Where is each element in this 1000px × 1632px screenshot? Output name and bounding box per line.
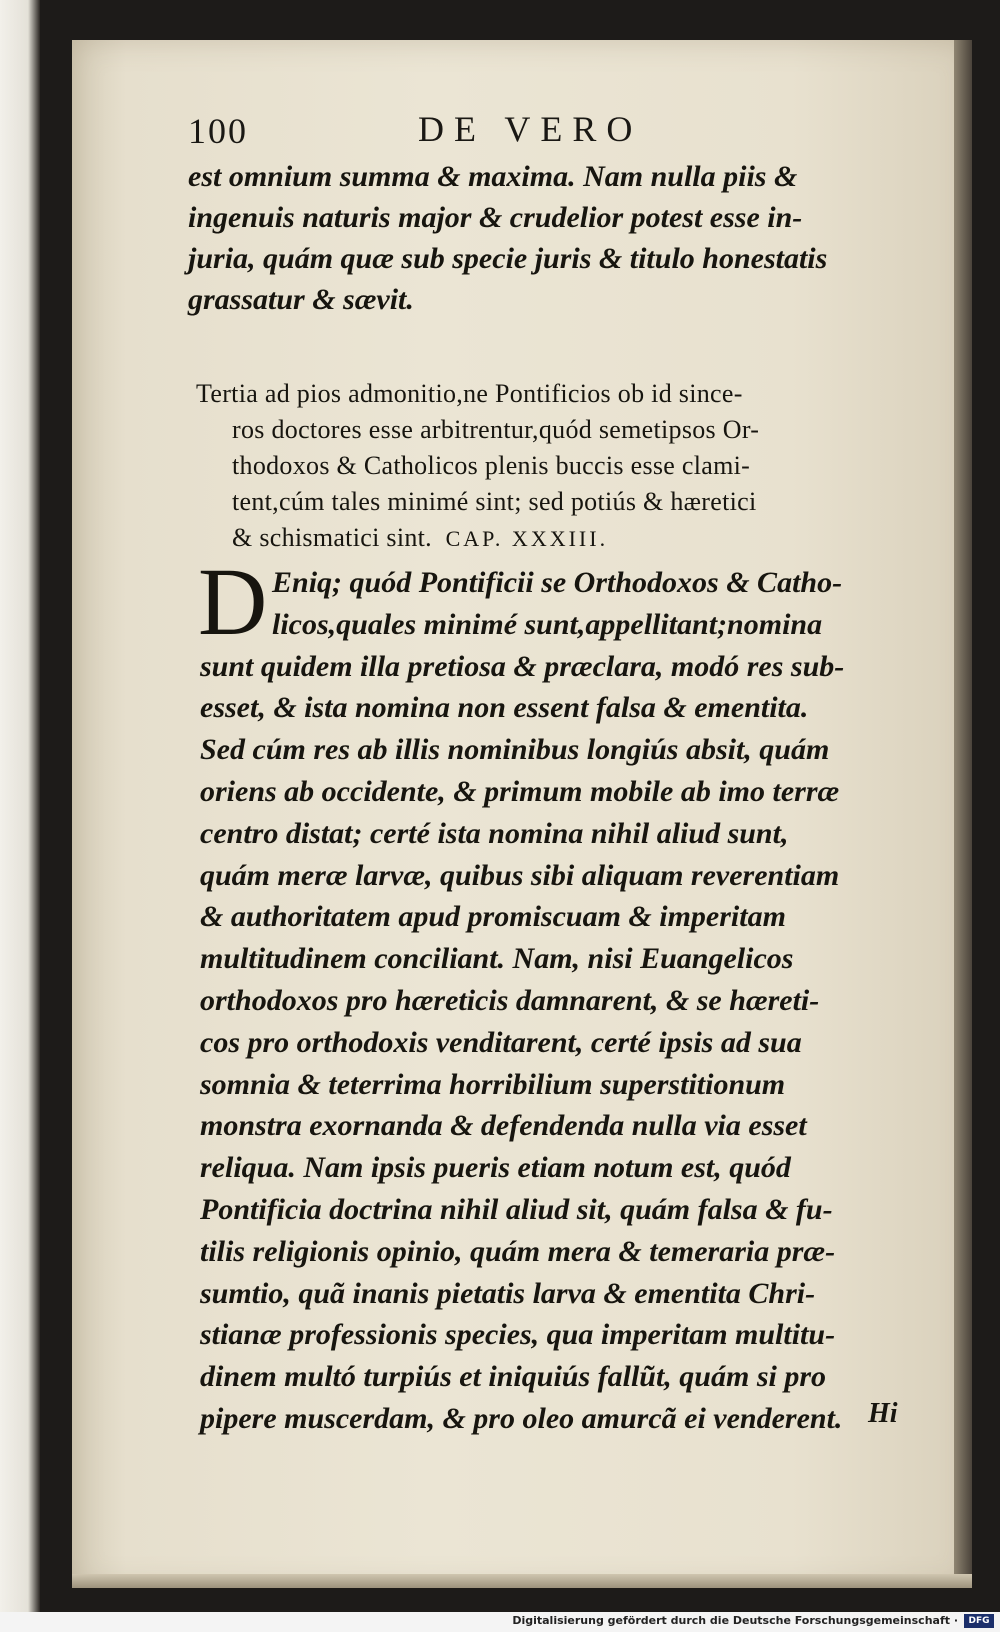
- text-line: reliqua. Nam ipsis pueris etiam notum est, quód: [200, 1151, 791, 1185]
- text-line: & authoritatem apud promiscuam & imperitam: [200, 900, 786, 934]
- text-line: monstra exornanda & defendenda nulla via esset: [200, 1109, 807, 1143]
- text-line: quám meræ larvæ, quibus sibi aliquam reverentiam: [200, 858, 840, 892]
- heading-line: & schismatici sint.: [232, 523, 432, 552]
- text-line: sunt quidem illa pretiosa & præclara, modó res sub-: [200, 649, 845, 683]
- text-line: Pontificia doctrina nihil aliud sit, quám falsa & fu-: [200, 1192, 833, 1226]
- heading-line: ros doctores esse arbitrentur,quód semetipsos Or-: [232, 415, 760, 444]
- drop-cap-initial: D: [198, 548, 268, 655]
- heading-line: thodoxos & Catholicos plenis buccis esse clami-: [232, 451, 751, 480]
- text-line: Eniq; quód Pontificii se Orthodoxos & Catho-: [272, 566, 843, 599]
- heading-line: tent,cúm tales minimé sint; sed potiús & hæretici: [232, 487, 757, 516]
- text-line: tilis religionis opinio, quám mera & temeraria præ-: [200, 1234, 836, 1268]
- page-number: 100: [188, 111, 248, 151]
- chapter-paragraph: [198, 548, 860, 1440]
- dfg-logo: DFG: [964, 1614, 994, 1628]
- text-line: grassatur & sævit.: [188, 283, 414, 316]
- text-line: dinem multó turpiús et iniquiús fallũt, quám si pro: [200, 1360, 827, 1394]
- text-line: stianæ professionis species, qua imperitam multitu-: [200, 1318, 836, 1352]
- paragraph-continuation: [188, 156, 848, 320]
- catchword: Hi: [868, 1398, 898, 1429]
- text-line: ingenuis naturis major & crudelior potest esse in-: [188, 201, 803, 234]
- running-title: DE VERO: [418, 109, 643, 149]
- heading-line: Tertia ad pios admonitio,ne Pontificios ob id since-: [196, 379, 743, 408]
- text-line: multitudinem conciliant. Nam, nisi Euangelicos: [200, 942, 794, 976]
- chapter-number: CAP. XXXIII.: [445, 526, 609, 551]
- text-line: juria, quám quæ sub specie juris & titulo honestatis: [188, 242, 828, 275]
- text-line: pipere muscerdam, & pro oleo amurcã ei venderent.: [200, 1401, 843, 1435]
- text-line: cos pro orthodoxis venditarent, certé ipsis ad sua: [200, 1025, 802, 1059]
- chapter-heading: [196, 376, 856, 557]
- text-line: sumtio, quã inanis pietatis larva & ementita Chri-: [200, 1276, 816, 1310]
- text-line: somnia & teterrima horribilium superstitionum: [200, 1067, 786, 1101]
- running-head: [188, 104, 828, 154]
- text-line: Sed cúm res ab illis nominibus longiús absit, quám: [200, 733, 830, 767]
- text-line: esset, & ista nomina non essent falsa & ementita.: [200, 691, 809, 725]
- funding-credit: Digitalisierung gefördert durch die Deutsche Forschungsgemeinschaft ·: [512, 1614, 958, 1627]
- text-line: centro distat; certé ista nomina nihil aliud sunt,: [200, 816, 789, 850]
- page-fore-edge: [954, 40, 972, 1588]
- text-line: orthodoxos pro hæreticis damnarent, & se hæreti-: [200, 983, 820, 1017]
- text-line: est omnium summa & maxima. Nam nulla piis &: [188, 160, 798, 193]
- page-bottom-edge: [72, 1574, 972, 1588]
- heading-line-last: [196, 520, 856, 557]
- facing-page-edge: [0, 0, 40, 1632]
- text-line: licos,quales minimé sunt,appellitant;nomina: [272, 607, 823, 641]
- text-line: oriens ab occidente, & primum mobile ab imo terræ: [200, 774, 840, 808]
